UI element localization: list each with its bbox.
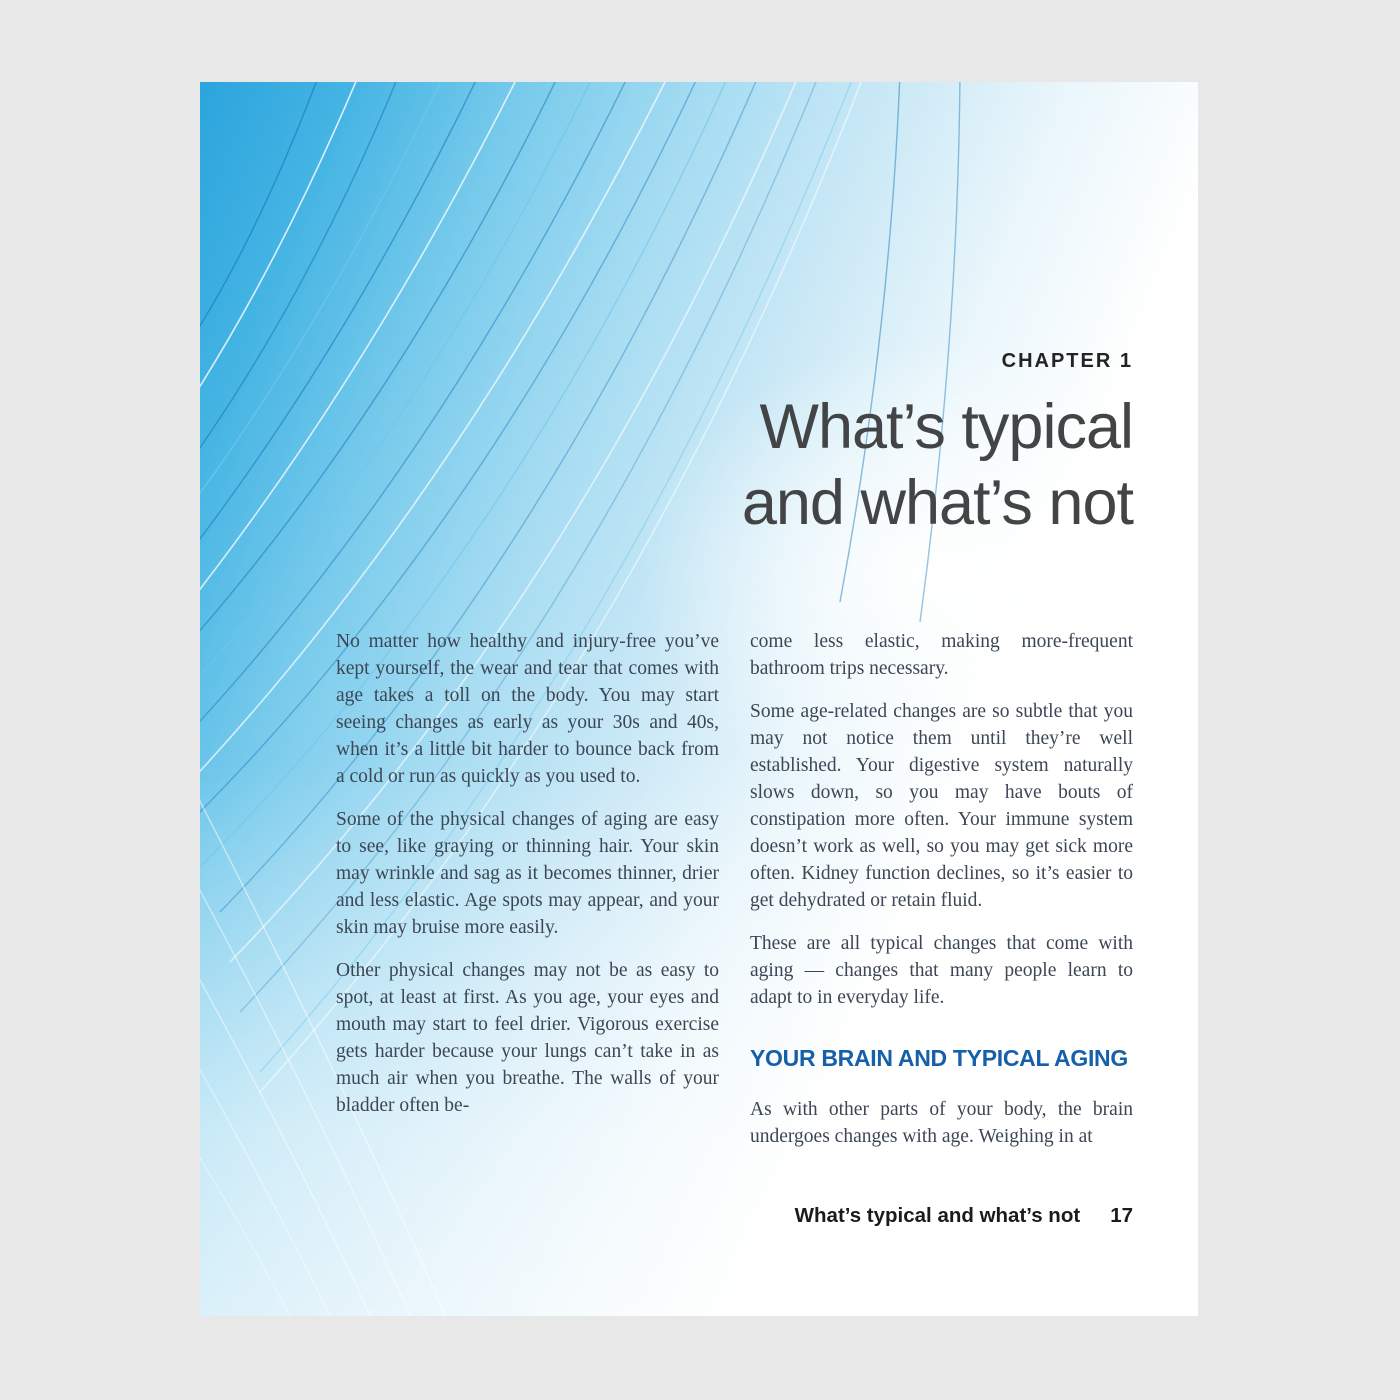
body-paragraph: come less elastic, making more-frequent bathroom trips necessary. (750, 631, 1133, 679)
body-paragraph: Some of the physical changes of aging are easy to see, like graying or thinning hair. Your skin may wrinkle and sag as it becomes thinner, drier and less elastic. Age spots may appear, and your skin may bruise more easily. (336, 809, 719, 938)
chapter-title-line1: What’s typical (759, 392, 1133, 462)
page-number: 17 (1110, 1204, 1133, 1227)
body-paragraph: As with other parts of your body, the brain undergoes changes with age. Weighing in at (750, 1099, 1133, 1147)
body-paragraph: Some age-related changes are so subtle that you may not notice them until they’re well established. Your digestive system naturally slows down, so you may have bouts of constipation more often. Your immune system doesn’t work as well, so you may get sick more often. Kidney function declines, so it’s easier to get dehydrated or retain fluid. (750, 701, 1133, 911)
chapter-heading-block (742, 350, 1133, 541)
chapter-title-line2: and what’s not (741, 468, 1133, 538)
chapter-title (742, 389, 1133, 541)
body-paragraph: No matter how healthy and injury-free you’ve kept yourself, the wear and tear that comes with age takes a toll on the body. You may start seeing changes as early as your 30s and 40s, when it’s a little bit harder to bounce back from a cold or run as quickly as you used to. (336, 631, 719, 787)
body-paragraph: These are all typical changes that come with aging — changes that many people learn to adapt to in everyday life. (750, 933, 1133, 1008)
page-footer (795, 1204, 1133, 1228)
section-heading: YOUR BRAIN AND TYPICAL AGING (750, 1045, 1128, 1071)
running-title: What’s typical and what’s not (794, 1204, 1081, 1227)
right-column (750, 628, 1133, 1166)
body-paragraph: Other physical changes may not be as easy to spot, at least at first. As you age, your eyes and mouth may start to feel drier. Vigorous exercise gets harder because your lungs can’t take in as much air when you breathe. The walls of your bladder often be- (336, 960, 719, 1116)
book-page (200, 82, 1198, 1316)
left-column (336, 628, 719, 1166)
body-text-columns (336, 628, 1134, 1166)
chapter-label: CHAPTER 1 (1001, 350, 1133, 372)
